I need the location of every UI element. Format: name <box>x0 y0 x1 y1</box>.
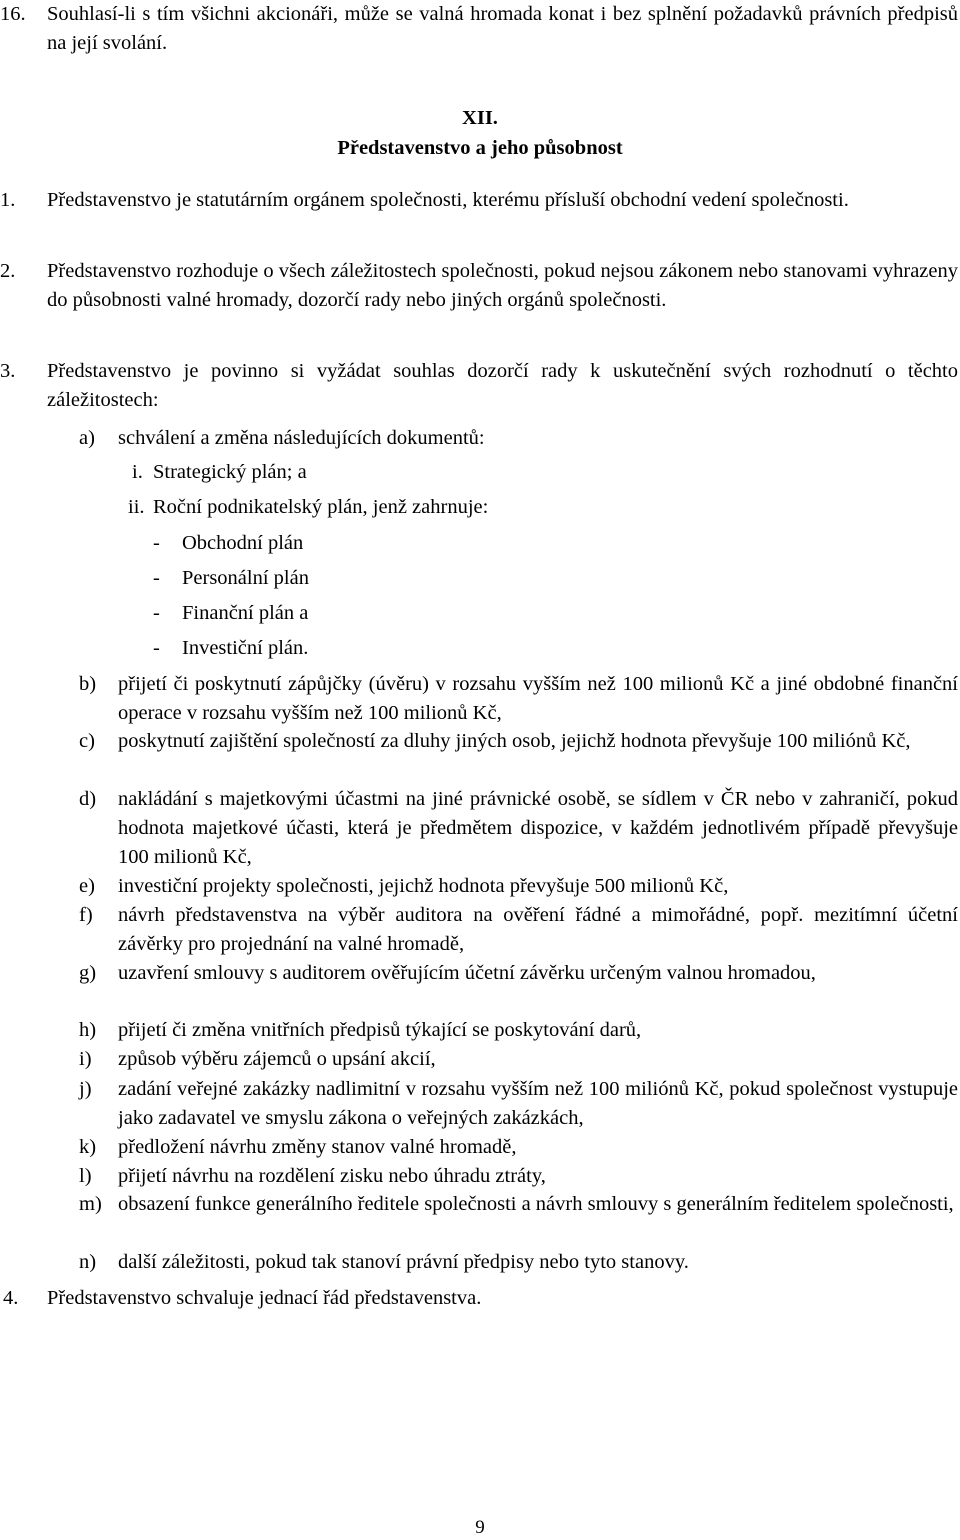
page-number: 9 <box>475 1517 485 1538</box>
list-text: návrh představenstva na výběr auditora na ověření řádné a mimořádné, popř. mezitímní účetní závěrky pro projednání na valné hromadě, <box>118 904 958 955</box>
list-label: - <box>153 602 160 624</box>
list-label: c) <box>79 730 95 752</box>
list-item-j <box>79 1075 958 1133</box>
list-label: j) <box>79 1078 92 1100</box>
paragraph-number: 2. <box>0 260 16 282</box>
paragraph-text: Souhlasí-li s tím všichni akcionáři, může se valná hromada konat i bez splnění požadavků právních předpisů na její svolání. <box>47 3 958 54</box>
list-item-b <box>79 670 958 728</box>
list-item-e <box>79 872 958 901</box>
list-label: - <box>153 637 160 659</box>
list-text: způsob výběru zájemců o upsání akcií, <box>118 1048 436 1070</box>
list-item-h <box>79 1016 958 1045</box>
list-item-g <box>79 959 958 988</box>
list-label: e) <box>79 875 95 897</box>
paragraph-text: Představenstvo schvaluje jednací řád představenstva. <box>47 1287 482 1309</box>
section-number: XII. <box>462 107 498 129</box>
paragraph-2 <box>0 257 958 315</box>
list-text: přijetí či poskytnutí zápůjčky (úvěru) v rozsahu vyšším než 100 milionů Kč a jiné obdobné finanční operace v rozsahu vyšším než 100 milionů Kč, <box>118 673 958 724</box>
paragraph-text: Představenstvo je statutárním orgánem společnosti, kterému přísluší obchodní vedení společnosti. <box>47 189 849 211</box>
paragraph-1 <box>0 186 958 215</box>
paragraph-number: 3. <box>0 360 16 382</box>
section-title: Představenstvo a jeho působnost <box>337 137 623 159</box>
list-item-d <box>79 785 958 872</box>
list-text: uzavření smlouvy s auditorem ověřujícím účetní závěrku určeným valnou hromadou, <box>118 962 816 984</box>
list-text: nakládání s majetkovými účastmi na jiné právnické osobě, se sídlem v ČR nebo v zahraničí, pokud hodnota majetkové účasti, která je předmětem dispozice, v každém jednotlivém případě převyšuje 100 milionů Kč, <box>118 788 958 868</box>
list-label: d) <box>79 788 97 810</box>
list-text: obsazení funkce generálního ředitele společnosti a návrh smlouvy s generálním ředitelem společnosti, <box>118 1193 954 1215</box>
paragraph-number: 4. <box>3 1287 19 1309</box>
list-label: n) <box>79 1251 97 1273</box>
paragraph-number: 16. <box>0 3 26 25</box>
list-text: Finanční plán a <box>182 602 309 624</box>
list-text: další záležitosti, pokud tak stanoví právní předpisy nebo tyto stanovy. <box>118 1251 689 1273</box>
list-text: Obchodní plán <box>182 532 304 554</box>
list-label: i. <box>132 461 143 483</box>
list-label: f) <box>79 904 93 926</box>
list-label: i) <box>79 1048 92 1070</box>
list-text: poskytnutí zajištění společností za dluhy jiných osob, jejichž hodnota převyšuje 100 miliónů Kč, <box>118 730 911 752</box>
list-text: Personální plán <box>182 567 309 589</box>
list-label: m) <box>79 1193 102 1215</box>
list-item-m <box>79 1190 958 1219</box>
list-label: g) <box>79 962 97 984</box>
list-text: schválení a změna následujících dokumentů: <box>118 427 485 449</box>
paragraph-4 <box>0 1284 958 1313</box>
list-label: h) <box>79 1019 97 1041</box>
list-text: přijetí či změna vnitřních předpisů týkající se poskytování darů, <box>118 1019 642 1041</box>
list-label: ii. <box>128 496 145 518</box>
list-item-c <box>79 727 958 756</box>
list-item-l <box>79 1162 958 1191</box>
list-item-k <box>79 1133 958 1162</box>
list-label: - <box>153 532 160 554</box>
paragraph-3 <box>0 357 958 415</box>
list-item-a <box>79 424 958 453</box>
list-text: investiční projekty společnosti, jejichž hodnota převyšuje 500 milionů Kč, <box>118 875 729 897</box>
list-text: Investiční plán. <box>182 637 309 659</box>
list-label: a) <box>79 427 95 449</box>
list-item-f <box>79 901 958 959</box>
list-text: zadání veřejné zakázky nadlimitní v rozsahu vyšším než 100 miliónů Kč, pokud společnost vystupuje jako zadavatel ve smyslu zákona o veřejných zakázkách, <box>118 1078 958 1129</box>
list-label: l) <box>79 1165 92 1187</box>
list-label: k) <box>79 1136 97 1158</box>
list-label: b) <box>79 673 97 695</box>
list-label: - <box>153 567 160 589</box>
list-text: Roční podnikatelský plán, jenž zahrnuje: <box>153 496 489 518</box>
paragraph-number: 1. <box>0 189 16 211</box>
paragraph-16 <box>0 0 958 58</box>
paragraph-text: Představenstvo je povinno si vyžádat souhlas dozorčí rady k uskutečnění svých rozhodnutí o těchto záležitostech: <box>47 360 958 411</box>
list-text: předložení návrhu změny stanov valné hromadě, <box>118 1136 517 1158</box>
list-text: přijetí návrhu na rozdělení zisku nebo úhradu ztráty, <box>118 1165 546 1187</box>
list-text: Strategický plán; a <box>153 461 307 483</box>
list-item-i <box>79 1045 958 1074</box>
paragraph-text: Představenstvo rozhoduje o všech záležitostech společnosti, pokud nejsou zákonem nebo stanovami vyhrazeny do působnosti valné hromady, dozorčí rady nebo jiných orgánů společnosti. <box>47 260 958 311</box>
list-item-n <box>79 1248 958 1277</box>
